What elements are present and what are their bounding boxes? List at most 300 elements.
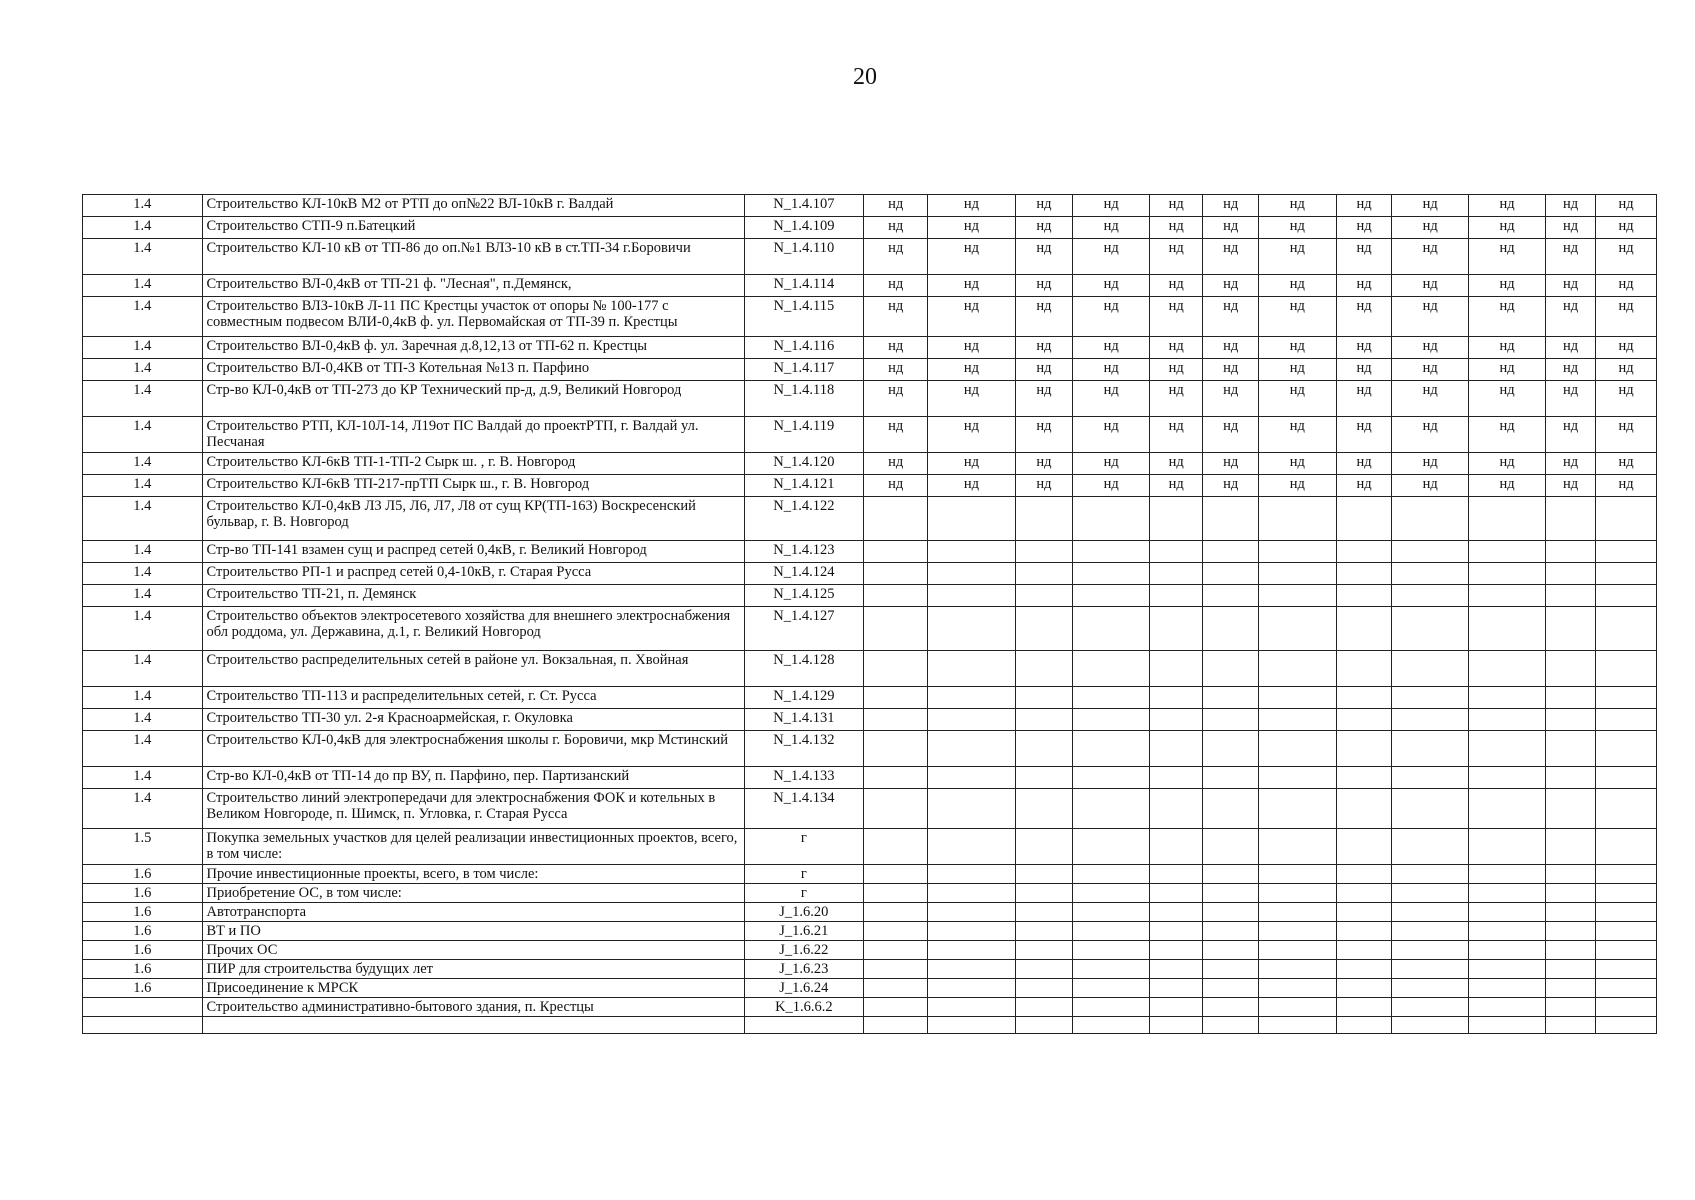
- row-number-cell: 1.4: [83, 453, 203, 475]
- table-row: [83, 195, 1657, 217]
- value-cell: [864, 884, 928, 903]
- value-cell: [1258, 563, 1336, 585]
- value-cell: нд: [1336, 239, 1391, 275]
- value-cell: [1203, 789, 1258, 829]
- value-cell: [1015, 979, 1073, 998]
- value-cell: [1392, 789, 1469, 829]
- row-number-cell: 1.4: [83, 767, 203, 789]
- value-cell: [1015, 651, 1073, 687]
- table-row: [83, 941, 1657, 960]
- value-cell: нд: [1203, 359, 1258, 381]
- value-cell: [1073, 903, 1150, 922]
- value-cell: нд: [1545, 337, 1595, 359]
- value-cell: [1073, 687, 1150, 709]
- value-cell: нд: [1073, 417, 1150, 453]
- value-cell: [1015, 731, 1073, 767]
- row-number-cell: 1.4: [83, 337, 203, 359]
- value-cell: [1015, 884, 1073, 903]
- value-cell: [1073, 541, 1150, 563]
- value-cell: [928, 767, 1016, 789]
- row-number-cell: [83, 998, 203, 1017]
- value-cell: [1203, 922, 1258, 941]
- project-code-cell: N_1.4.107: [744, 195, 864, 217]
- value-cell: [1469, 865, 1546, 884]
- value-cell: [1073, 884, 1150, 903]
- value-cell: нд: [1469, 475, 1546, 497]
- value-cell: [1336, 497, 1391, 541]
- value-cell: [1469, 998, 1546, 1017]
- project-code-cell: N_1.4.123: [744, 541, 864, 563]
- value-cell: [1545, 998, 1595, 1017]
- value-cell: нд: [928, 381, 1016, 417]
- value-cell: нд: [1392, 337, 1469, 359]
- table-row: [83, 417, 1657, 453]
- value-cell: нд: [928, 453, 1016, 475]
- value-cell: [1073, 709, 1150, 731]
- value-cell: нд: [1073, 359, 1150, 381]
- value-cell: [1596, 789, 1657, 829]
- project-name-cell: Строительство РП-1 и распред сетей 0,4-10кВ, г. Старая Русса: [202, 563, 744, 585]
- value-cell: [864, 941, 928, 960]
- value-cell: нд: [1336, 475, 1391, 497]
- project-name-cell: Строительство СТП-9 п.Батецкий: [202, 217, 744, 239]
- value-cell: нд: [1150, 417, 1203, 453]
- value-cell: [1392, 960, 1469, 979]
- value-cell: [1336, 607, 1391, 651]
- value-cell: [1150, 979, 1203, 998]
- table-row: [83, 829, 1657, 865]
- value-cell: нд: [1073, 475, 1150, 497]
- value-cell: нд: [1150, 297, 1203, 337]
- table-row: [83, 275, 1657, 297]
- value-cell: нд: [1258, 359, 1336, 381]
- value-cell: [1073, 563, 1150, 585]
- value-cell: [1545, 687, 1595, 709]
- table-row: [83, 767, 1657, 789]
- value-cell: нд: [1015, 297, 1073, 337]
- value-cell: нд: [1015, 195, 1073, 217]
- project-code-cell: N_1.4.114: [744, 275, 864, 297]
- table-row: [83, 297, 1657, 337]
- value-cell: [928, 865, 1016, 884]
- value-cell: [928, 922, 1016, 941]
- value-cell: нд: [1596, 359, 1657, 381]
- value-cell: [928, 941, 1016, 960]
- value-cell: [1073, 941, 1150, 960]
- value-cell: [1336, 731, 1391, 767]
- value-cell: [1336, 563, 1391, 585]
- value-cell: [928, 651, 1016, 687]
- value-cell: [1469, 884, 1546, 903]
- value-cell: [1392, 541, 1469, 563]
- value-cell: [1336, 585, 1391, 607]
- value-cell: нд: [1203, 453, 1258, 475]
- value-cell: [864, 731, 928, 767]
- value-cell: нд: [1469, 453, 1546, 475]
- value-cell: [928, 789, 1016, 829]
- value-cell: нд: [1015, 239, 1073, 275]
- value-cell: [864, 1017, 928, 1034]
- project-code-cell: г: [744, 884, 864, 903]
- value-cell: [1469, 687, 1546, 709]
- value-cell: [1596, 941, 1657, 960]
- value-cell: нд: [1258, 453, 1336, 475]
- value-cell: [1392, 884, 1469, 903]
- table-row: [83, 475, 1657, 497]
- row-number-cell: 1.4: [83, 585, 203, 607]
- value-cell: [1203, 865, 1258, 884]
- table-row: [83, 563, 1657, 585]
- value-cell: [1469, 709, 1546, 731]
- value-cell: нд: [1258, 475, 1336, 497]
- value-cell: нд: [1203, 239, 1258, 275]
- row-number-cell: 1.4: [83, 297, 203, 337]
- value-cell: [1596, 709, 1657, 731]
- table-row: [83, 239, 1657, 275]
- value-cell: [1015, 767, 1073, 789]
- project-code-cell: N_1.4.118: [744, 381, 864, 417]
- value-cell: [1073, 960, 1150, 979]
- value-cell: [1545, 585, 1595, 607]
- value-cell: нд: [1469, 417, 1546, 453]
- value-cell: нд: [1336, 453, 1391, 475]
- row-number-cell: 1.4: [83, 497, 203, 541]
- value-cell: [1150, 731, 1203, 767]
- value-cell: [1150, 960, 1203, 979]
- value-cell: [1336, 541, 1391, 563]
- value-cell: нд: [1469, 217, 1546, 239]
- value-cell: [1015, 829, 1073, 865]
- value-cell: [1015, 960, 1073, 979]
- value-cell: [1469, 585, 1546, 607]
- value-cell: [864, 563, 928, 585]
- value-cell: нд: [1203, 417, 1258, 453]
- project-name-cell: Присоединение к МРСК: [202, 979, 744, 998]
- value-cell: нд: [1015, 381, 1073, 417]
- value-cell: [1545, 731, 1595, 767]
- value-cell: [1203, 541, 1258, 563]
- value-cell: [1469, 922, 1546, 941]
- value-cell: нд: [1150, 359, 1203, 381]
- table-body: [83, 195, 1657, 1034]
- value-cell: [1258, 829, 1336, 865]
- project-name-cell: Строительство КЛ-0,4кВ Л3 Л5, Л6, Л7, Л8 от сущ КР(ТП-163) Воскресенский бульвар, г. В. Новгород: [202, 497, 744, 541]
- value-cell: [1545, 709, 1595, 731]
- row-number-cell: 1.4: [83, 709, 203, 731]
- value-cell: нд: [1203, 297, 1258, 337]
- value-cell: нд: [1150, 195, 1203, 217]
- value-cell: [1545, 789, 1595, 829]
- project-code-cell: N_1.4.133: [744, 767, 864, 789]
- value-cell: [1336, 884, 1391, 903]
- value-cell: [1150, 767, 1203, 789]
- value-cell: нд: [1258, 217, 1336, 239]
- value-cell: [1258, 541, 1336, 563]
- value-cell: [1596, 563, 1657, 585]
- value-cell: [1015, 865, 1073, 884]
- value-cell: [1545, 829, 1595, 865]
- value-cell: [1015, 903, 1073, 922]
- value-cell: [1596, 865, 1657, 884]
- project-code-cell: J_1.6.22: [744, 941, 864, 960]
- table-row: [83, 359, 1657, 381]
- value-cell: [928, 1017, 1016, 1034]
- value-cell: [864, 789, 928, 829]
- value-cell: нд: [1545, 475, 1595, 497]
- project-code-cell: K_1.6.6.2: [744, 998, 864, 1017]
- value-cell: нд: [1469, 297, 1546, 337]
- value-cell: [1596, 829, 1657, 865]
- value-cell: нд: [928, 337, 1016, 359]
- value-cell: нд: [864, 195, 928, 217]
- value-cell: нд: [1596, 217, 1657, 239]
- value-cell: нд: [864, 337, 928, 359]
- value-cell: нд: [1073, 217, 1150, 239]
- value-cell: [1150, 998, 1203, 1017]
- value-cell: нд: [1545, 217, 1595, 239]
- value-cell: нд: [1073, 297, 1150, 337]
- project-name-cell: Строительство распределительных сетей в районе ул. Вокзальная, п. Хвойная: [202, 651, 744, 687]
- value-cell: [1203, 829, 1258, 865]
- value-cell: [928, 563, 1016, 585]
- investment-projects-table: [82, 194, 1657, 1034]
- value-cell: [1258, 903, 1336, 922]
- value-cell: [864, 865, 928, 884]
- value-cell: [928, 903, 1016, 922]
- value-cell: [1073, 607, 1150, 651]
- project-name-cell: Строительство ТП-30 ул. 2-я Красноармейская, г. Окуловка: [202, 709, 744, 731]
- value-cell: нд: [864, 297, 928, 337]
- value-cell: нд: [1015, 475, 1073, 497]
- project-name-cell: Строительство ТП-21, п. Демянск: [202, 585, 744, 607]
- value-cell: нд: [1203, 337, 1258, 359]
- value-cell: [1336, 709, 1391, 731]
- project-code-cell: N_1.4.128: [744, 651, 864, 687]
- value-cell: нд: [1150, 275, 1203, 297]
- row-number-cell: 1.4: [83, 541, 203, 563]
- row-number-cell: 1.6: [83, 979, 203, 998]
- value-cell: [1336, 941, 1391, 960]
- project-name-cell: Строительство ВЛ-0,4кВ ф. ул. Заречная д.8,12,13 от ТП-62 п. Крестцы: [202, 337, 744, 359]
- value-cell: [1015, 941, 1073, 960]
- project-name-cell: Стр-во КЛ-0,4кВ от ТП-273 до КР Технический пр-д, д.9, Великий Новгород: [202, 381, 744, 417]
- row-number-cell: 1.6: [83, 922, 203, 941]
- row-number-cell: 1.4: [83, 239, 203, 275]
- project-code-cell: J_1.6.21: [744, 922, 864, 941]
- project-code-cell: N_1.4.121: [744, 475, 864, 497]
- value-cell: [1203, 998, 1258, 1017]
- value-cell: нд: [1392, 217, 1469, 239]
- project-code-cell: N_1.4.117: [744, 359, 864, 381]
- value-cell: [864, 687, 928, 709]
- value-cell: [1545, 865, 1595, 884]
- project-code-cell: N_1.4.122: [744, 497, 864, 541]
- project-name-cell: Строительство КЛ-6кВ ТП-1-ТП-2 Сырк ш. , г. В. Новгород: [202, 453, 744, 475]
- value-cell: [1150, 651, 1203, 687]
- value-cell: [1392, 865, 1469, 884]
- table-row: [83, 607, 1657, 651]
- value-cell: нд: [1258, 381, 1336, 417]
- value-cell: [928, 884, 1016, 903]
- value-cell: [1392, 497, 1469, 541]
- value-cell: нд: [864, 217, 928, 239]
- value-cell: [1258, 607, 1336, 651]
- value-cell: нд: [1469, 195, 1546, 217]
- value-cell: нд: [1596, 453, 1657, 475]
- value-cell: нд: [1392, 359, 1469, 381]
- value-cell: [1150, 789, 1203, 829]
- project-name-cell: Стр-во КЛ-0,4кВ от ТП-14 до пр ВУ, п. Парфино, пер. Партизанский: [202, 767, 744, 789]
- value-cell: [1545, 979, 1595, 998]
- value-cell: [1336, 979, 1391, 998]
- value-cell: нд: [928, 217, 1016, 239]
- project-code-cell: N_1.4.134: [744, 789, 864, 829]
- table-row: [83, 1017, 1657, 1034]
- value-cell: [864, 767, 928, 789]
- value-cell: нд: [1392, 195, 1469, 217]
- value-cell: нд: [864, 417, 928, 453]
- project-name-cell: Приобретение ОС, в том числе:: [202, 884, 744, 903]
- project-name-cell: Автотранспорта: [202, 903, 744, 922]
- value-cell: [1073, 1017, 1150, 1034]
- value-cell: нд: [864, 453, 928, 475]
- value-cell: [1073, 865, 1150, 884]
- value-cell: [1596, 998, 1657, 1017]
- value-cell: [1258, 865, 1336, 884]
- row-number-cell: 1.6: [83, 903, 203, 922]
- value-cell: [1015, 541, 1073, 563]
- value-cell: нд: [1015, 417, 1073, 453]
- value-cell: [1596, 585, 1657, 607]
- value-cell: нд: [928, 275, 1016, 297]
- value-cell: [1150, 903, 1203, 922]
- value-cell: [864, 903, 928, 922]
- row-number-cell: [83, 1017, 203, 1034]
- value-cell: [1015, 563, 1073, 585]
- project-code-cell: [744, 1017, 864, 1034]
- table-row: [83, 497, 1657, 541]
- value-cell: [1392, 687, 1469, 709]
- value-cell: [1469, 979, 1546, 998]
- value-cell: нд: [1392, 239, 1469, 275]
- row-number-cell: 1.6: [83, 884, 203, 903]
- project-name-cell: Строительство ВЛ-0,4КВ от ТП-3 Котельная №13 п. Парфино: [202, 359, 744, 381]
- value-cell: нд: [1336, 417, 1391, 453]
- value-cell: нд: [1336, 381, 1391, 417]
- value-cell: [1336, 651, 1391, 687]
- value-cell: нд: [1469, 239, 1546, 275]
- row-number-cell: 1.4: [83, 563, 203, 585]
- value-cell: нд: [1545, 195, 1595, 217]
- value-cell: [928, 998, 1016, 1017]
- value-cell: нд: [864, 359, 928, 381]
- value-cell: [1150, 563, 1203, 585]
- value-cell: нд: [1203, 275, 1258, 297]
- table-row: [83, 979, 1657, 998]
- project-code-cell: N_1.4.115: [744, 297, 864, 337]
- value-cell: [1392, 998, 1469, 1017]
- value-cell: нд: [1336, 297, 1391, 337]
- value-cell: [1258, 767, 1336, 789]
- value-cell: [1150, 541, 1203, 563]
- value-cell: нд: [1150, 217, 1203, 239]
- value-cell: [928, 541, 1016, 563]
- value-cell: [1392, 941, 1469, 960]
- value-cell: [1150, 865, 1203, 884]
- value-cell: [928, 979, 1016, 998]
- table-row: [83, 865, 1657, 884]
- value-cell: [1015, 998, 1073, 1017]
- row-number-cell: 1.4: [83, 651, 203, 687]
- row-number-cell: 1.4: [83, 359, 203, 381]
- row-number-cell: 1.4: [83, 195, 203, 217]
- row-number-cell: 1.6: [83, 865, 203, 884]
- value-cell: [1073, 497, 1150, 541]
- value-cell: [1545, 497, 1595, 541]
- project-name-cell: Строительство ТП-113 и распределительных сетей, г. Ст. Русса: [202, 687, 744, 709]
- value-cell: нд: [1150, 239, 1203, 275]
- value-cell: [1258, 941, 1336, 960]
- value-cell: нд: [1150, 381, 1203, 417]
- row-number-cell: 1.4: [83, 417, 203, 453]
- value-cell: [1336, 865, 1391, 884]
- value-cell: [1545, 767, 1595, 789]
- value-cell: нд: [1469, 381, 1546, 417]
- value-cell: [1073, 922, 1150, 941]
- project-code-cell: N_1.4.131: [744, 709, 864, 731]
- value-cell: [1203, 1017, 1258, 1034]
- value-cell: [1596, 687, 1657, 709]
- value-cell: [1203, 563, 1258, 585]
- value-cell: [1469, 789, 1546, 829]
- project-code-cell: г: [744, 865, 864, 884]
- value-cell: [1392, 829, 1469, 865]
- value-cell: [1596, 960, 1657, 979]
- value-cell: [1150, 585, 1203, 607]
- value-cell: [1150, 941, 1203, 960]
- row-number-cell: 1.6: [83, 941, 203, 960]
- value-cell: нд: [1258, 195, 1336, 217]
- value-cell: нд: [1469, 337, 1546, 359]
- value-cell: нд: [1258, 239, 1336, 275]
- row-number-cell: 1.4: [83, 789, 203, 829]
- row-number-cell: 1.4: [83, 731, 203, 767]
- value-cell: нд: [1392, 297, 1469, 337]
- project-code-cell: N_1.4.109: [744, 217, 864, 239]
- value-cell: [1203, 497, 1258, 541]
- value-cell: [864, 960, 928, 979]
- value-cell: [1073, 998, 1150, 1017]
- project-name-cell: Строительство ВЛ-0,4кВ от ТП-21 ф. "Лесная", п.Демянск,: [202, 275, 744, 297]
- value-cell: [1596, 1017, 1657, 1034]
- project-code-cell: N_1.4.124: [744, 563, 864, 585]
- value-cell: [1258, 979, 1336, 998]
- value-cell: [928, 687, 1016, 709]
- value-cell: [1150, 607, 1203, 651]
- value-cell: нд: [1015, 337, 1073, 359]
- value-cell: [1258, 1017, 1336, 1034]
- value-cell: [1469, 541, 1546, 563]
- value-cell: [1596, 731, 1657, 767]
- value-cell: [1596, 607, 1657, 651]
- project-name-cell: Строительство линий электропередачи для электроснабжения ФОК и котельных в Великом Новгороде, п. Шимск, п. Угловка, г. Старая Русса: [202, 789, 744, 829]
- project-name-cell: Строительство административно-бытового здания, п. Крестцы: [202, 998, 744, 1017]
- value-cell: [1203, 960, 1258, 979]
- value-cell: [1596, 922, 1657, 941]
- row-number-cell: 1.4: [83, 381, 203, 417]
- value-cell: [1469, 767, 1546, 789]
- value-cell: [1545, 941, 1595, 960]
